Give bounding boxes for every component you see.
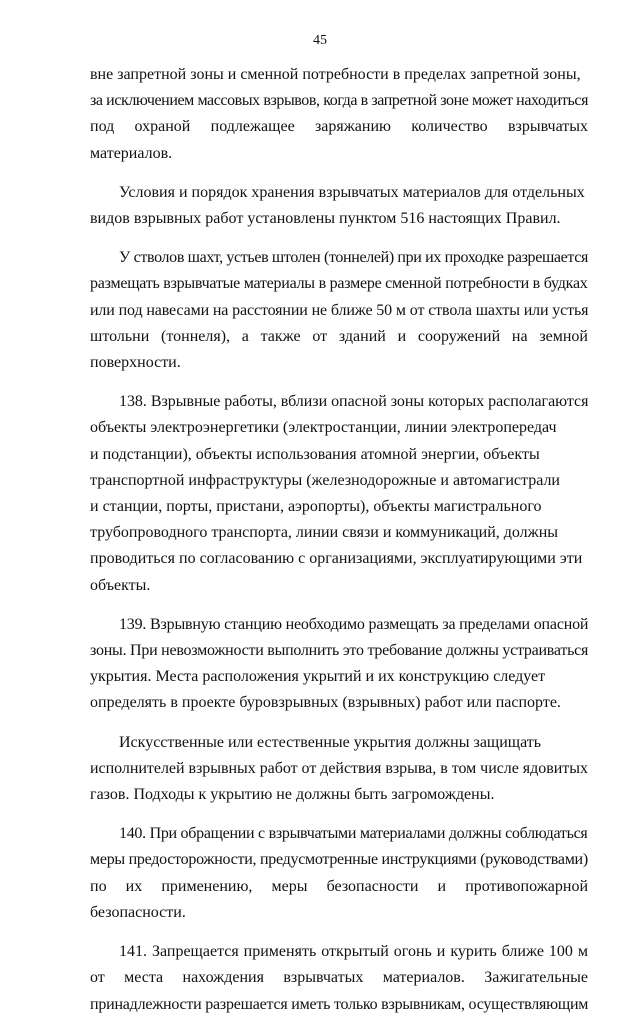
line-text: и станции, порты, пристани, аэропорты), объекты магистрального (90, 498, 542, 516)
text-line (90, 992, 588, 1018)
page-number: 45 (313, 33, 327, 48)
paragraph (90, 612, 588, 717)
line-text: объекты электроэнергетики (электростанции, линии электропередач (90, 419, 557, 437)
line-text: объекты. (90, 576, 151, 594)
line-text: определять в проекте буровзрывных (взрывных) работ или паспорте. (90, 694, 561, 712)
text-line (90, 180, 588, 206)
line-text: транспортной инфраструктуры (железнодорожные и автомагистрали (90, 471, 560, 489)
text-line (90, 821, 588, 847)
line-text: укрытия. Места расположения укрытий и их конструкцию следует (90, 668, 546, 686)
line-text: Условия и порядок хранения взрывчатых материалов для отдельных (119, 183, 585, 201)
text-line (90, 494, 588, 520)
text-line (90, 298, 588, 324)
text-line (90, 756, 588, 782)
line-text: 140. При обращении с взрывчатыми материалами должны соблюдаться (119, 825, 588, 843)
paragraph (90, 62, 588, 167)
text-line (90, 114, 588, 166)
text-line (90, 62, 588, 88)
line-text: проводиться по согласованию с организациями, эксплуатирующими эти (90, 550, 583, 568)
line-text: исполнителей взрывных работ от действия взрыва, в том числе ядовитых (90, 759, 588, 777)
text-line (90, 664, 588, 690)
line-text: принадлежности разрешается иметь только взрывникам, осуществляющим (90, 995, 589, 1013)
text-line (90, 573, 588, 599)
document-body (90, 62, 588, 1031)
text-line (90, 939, 588, 965)
line-text: вне запретной зоны и сменной потребности в пределах запретной зоны, (90, 66, 581, 83)
paragraph (90, 389, 588, 599)
text-line (90, 965, 588, 991)
text-line (90, 245, 588, 271)
paragraph (90, 821, 588, 926)
text-line (90, 415, 588, 441)
text-line (90, 612, 588, 638)
paragraph (90, 180, 588, 232)
text-line (90, 271, 588, 297)
line-text: от места нахождения взрывчатых материалов. Зажигательные (90, 969, 588, 987)
line-text: за исключением массовых взрывов, когда в запретной зоне может находиться (90, 92, 589, 110)
line-text: У стволов шахт, устьев штолен (тоннелей) при их проходке разрешается (119, 249, 589, 267)
text-line (90, 442, 588, 468)
text-line (90, 638, 588, 664)
line-text: 139. Взрывную станцию необходимо размещать за пределами опасной (119, 615, 589, 633)
line-text: штольни (тоннеля), а также от зданий и сооружений на земной поверхности. (90, 327, 588, 372)
paragraph (90, 939, 588, 1018)
text-line (90, 324, 588, 376)
text-line (90, 782, 588, 808)
text-line (90, 520, 588, 546)
line-text: размещать взрывчатые материалы в размере сменной потребности в будках (90, 275, 588, 293)
text-line (90, 847, 588, 873)
line-text: или под навесами на расстоянии не ближе 50 м от ствола шахты или устья (90, 301, 589, 319)
text-line (90, 389, 588, 415)
paragraph (90, 730, 588, 809)
line-text: по их применению, меры безопасности и противопожарной безопасности. (90, 877, 588, 921)
text-line (90, 468, 588, 494)
line-text: трубопроводного транспорта, линии связи и коммуникаций, должны (90, 524, 559, 542)
line-text: и подстанции), объекты использования атомной энергии, объекты (90, 445, 540, 463)
line-text: Искусственные или естественные укрытия должны защищать (119, 733, 542, 751)
paragraph (90, 245, 588, 376)
line-text: меры предосторожности, предусмотренные инструкциями (руководствами) (90, 851, 588, 869)
text-line (90, 690, 588, 716)
text-line (90, 546, 588, 572)
line-text: газов. Подходы к укрытию не должны быть загромождены. (90, 786, 495, 804)
line-text: под охраной подлежащее заряжанию количество взрывчатых материалов. (90, 118, 588, 162)
line-text: 138. Взрывные работы, вблизи опасной зоны которых располагаются (119, 393, 589, 411)
text-line (90, 88, 588, 114)
text-line (90, 730, 588, 756)
line-text: видов взрывных работ установлены пунктом 516 настоящих Правил. (90, 210, 561, 228)
text-line (90, 874, 588, 926)
line-text: 141. Запрещается применять открытый огонь и курить ближе 100 м (119, 943, 588, 961)
line-text: зоны. При невозможности выполнить это требование должны устраиваться (90, 642, 589, 660)
text-line (90, 206, 588, 232)
